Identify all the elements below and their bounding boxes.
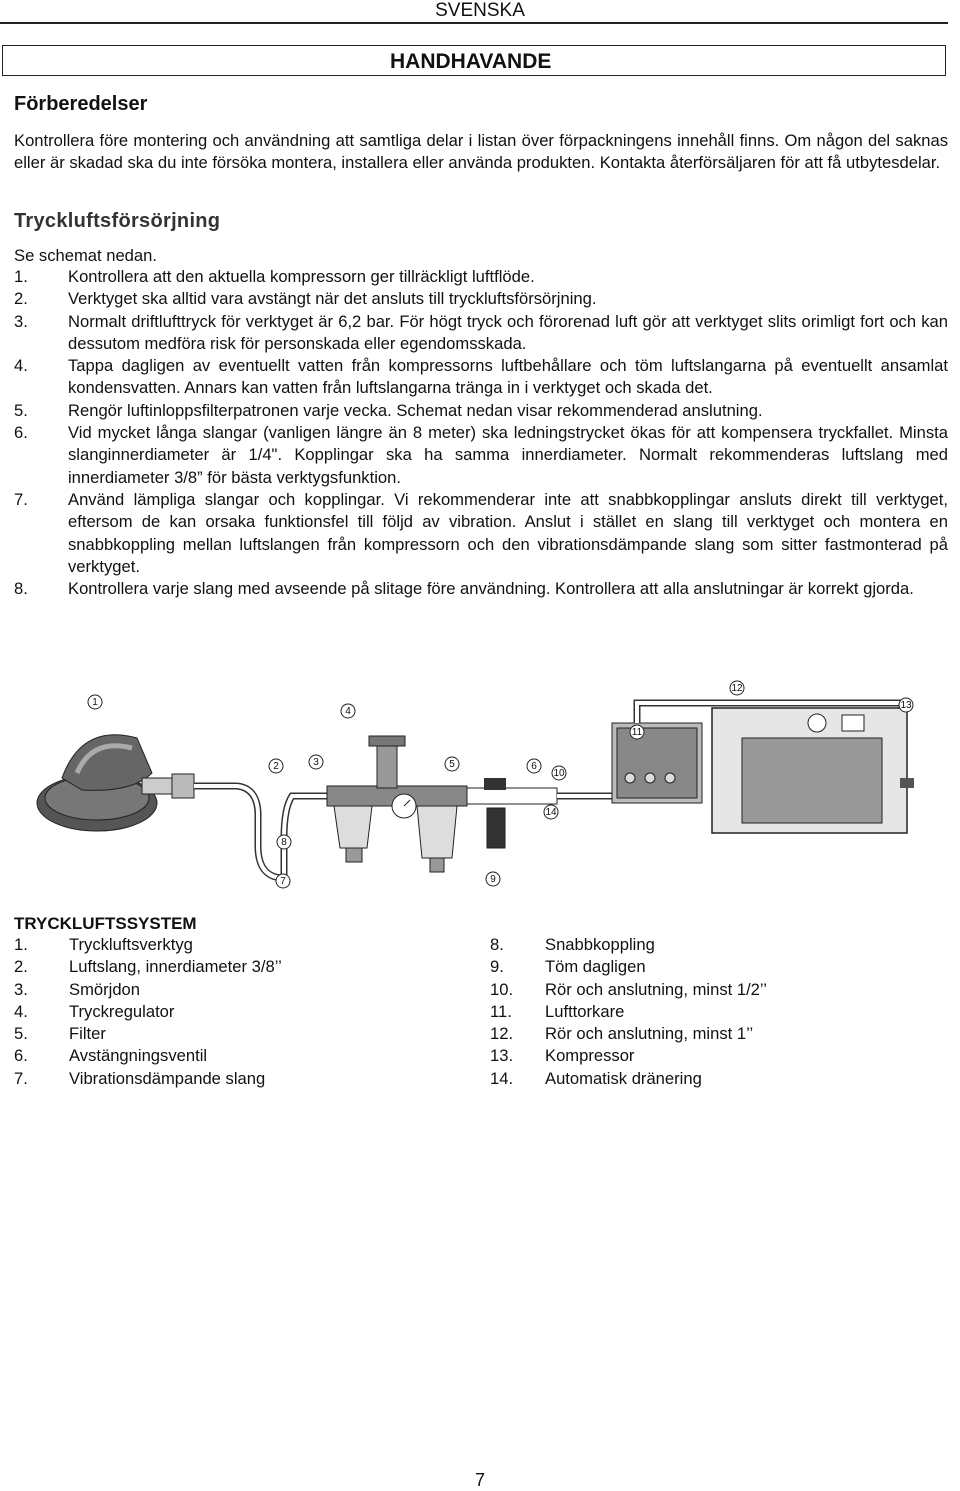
- legend-item: 5. Filter: [14, 1024, 106, 1044]
- callout-14: [544, 805, 558, 819]
- svg-text:5: 5: [449, 759, 455, 770]
- legend-title: TRYCKLUFTSSYSTEM: [14, 914, 197, 933]
- step-item: 8. Kontrollera varje slang med avseende på slitage före användning. Kontrollera att alla anslutningar är korrekt gjorda.: [14, 579, 914, 599]
- section-header-title: HANDHAVANDE: [390, 50, 552, 73]
- air-supply-intro: Se schemat nedan.: [14, 246, 157, 265]
- legend-left-column: [14, 934, 474, 1090]
- callout-10: [552, 766, 566, 780]
- legend-item: 13. Kompressor: [490, 1046, 635, 1066]
- callout-5: [445, 757, 459, 771]
- legend-right-column: [490, 934, 930, 1090]
- svg-text:13: 13: [900, 700, 912, 711]
- svg-text:1: 1: [92, 697, 98, 708]
- svg-text:10: 10: [553, 768, 565, 779]
- callout-8: [277, 835, 291, 849]
- step-item: 7. Använd lämpliga slangar och kopplingar. Vi rekommenderar inte att snabbkopplingar ansluts direkt till verktyget, eftersom de kan orsaka funktionsfel till följd av vibration. Anslut i stället en slang till verktyget och montera en snabbkoppling mellan luftslangen från kompressorn och den vibrationsdämpande slang som sitter fastmonterad på verktyget.: [14, 489, 948, 576]
- callout-9: [486, 872, 500, 886]
- step-item: 1. Kontrollera att den aktuella kompressorn ger tillräckligt luftflöde.: [14, 267, 535, 286]
- air-supply-heading: Tryckluftsförsörjning: [14, 210, 221, 232]
- legend-item: 1. Tryckluftsverktyg: [14, 935, 193, 954]
- callout-12: [730, 681, 744, 695]
- step-item: 2. Verktyget ska alltid vara avstängt när det ansluts till tryckluftsförsörjning.: [14, 289, 597, 309]
- callout-4: [341, 704, 355, 718]
- frl-unit-illustration: [327, 736, 467, 872]
- legend-item: 10. Rör och anslutning, minst 1/2’’: [490, 979, 767, 999]
- svg-text:2: 2: [273, 761, 279, 772]
- callout-13: [899, 698, 913, 712]
- legend-item: 8. Snabbkoppling: [490, 935, 655, 954]
- legend-item: 14. Automatisk dränering: [490, 1068, 702, 1088]
- preparation-heading: Förberedelser: [14, 93, 148, 115]
- svg-text:6: 6: [531, 761, 537, 772]
- svg-text:12: 12: [731, 683, 743, 694]
- preparation-text: Kontrollera före montering och användning att samtliga delar i listan över förpackningens innehåll finns. Om någon del saknas eller är skadad ska du inte försöka montera, installera eller använda produkten. Kontakta återförsäljaren för att få utbytesdelar.: [14, 131, 948, 173]
- step-item: 6. Vid mycket långa slangar (vanligen längre än 8 meter) ska ledningstrycket ökas för att kompensera tryckfallet. Minsta slanginnerdiameter är 1/4". Kopplingar ska ha samma innerdiameter. Normalt rekommenderas luftslang med innerdiameter 3/8” för bästa verktygsfunktion.: [14, 423, 948, 487]
- svg-text:11: 11: [631, 727, 643, 738]
- callout-3: [309, 755, 323, 769]
- svg-text:9: 9: [490, 874, 496, 885]
- air-dryer-illustration: [612, 723, 702, 803]
- callout-2: [269, 759, 283, 773]
- air-tool-illustration: [37, 735, 194, 831]
- page-number: 7: [474, 1470, 485, 1490]
- legend-item: 9. Töm dagligen: [490, 957, 646, 977]
- legend-item: 2. Luftslang, innerdiameter 3/8’’: [14, 957, 282, 977]
- svg-text:8: 8: [281, 837, 287, 848]
- step-item: 4. Tappa dagligen av eventuellt vatten från kompressorns luftbehållare och töm luftslangarna på eventuellt ansamlat kondensvatten. Annars kan vatten från luftslangarna tränga in i verktyget och skada det.: [14, 356, 948, 398]
- language-label: SVENSKA: [435, 0, 525, 21]
- svg-text:7: 7: [280, 876, 286, 887]
- legend-item: 3. Smörjdon: [14, 979, 141, 999]
- legend-item: 6. Avstängningsventil: [14, 1046, 208, 1066]
- air-system-diagram: [22, 678, 942, 893]
- step-item: 5. Rengör luftinloppsfilterpatronen varje vecka. Schemat nedan visar rekommenderad anslutning.: [14, 400, 763, 420]
- legend-item: 12. Rör och anslutning, minst 1’’: [490, 1024, 754, 1044]
- compressor-illustration: [712, 708, 914, 833]
- callout-6: [527, 759, 541, 773]
- svg-text:4: 4: [345, 706, 351, 717]
- callout-1: [88, 695, 102, 709]
- callout-7: [276, 874, 290, 888]
- air-supply-steps: [14, 266, 948, 600]
- callout-11: [630, 725, 644, 739]
- svg-text:3: 3: [313, 757, 319, 768]
- step-item: 3. Normalt driftlufttryck för verktyget är 6,2 bar. För högt tryck och förorenad luft gör att verktyget slits orimligt fort och kan dessutom medföra risk för personskada eller egendomsskada.: [14, 311, 948, 353]
- top-divider: [0, 22, 948, 24]
- legend-item: 4. Tryckregulator: [14, 1001, 175, 1021]
- legend-item: 11. Lufttorkare: [490, 1001, 625, 1021]
- svg-text:14: 14: [545, 807, 557, 818]
- legend-item: 7. Vibrationsdämpande slang: [14, 1068, 266, 1088]
